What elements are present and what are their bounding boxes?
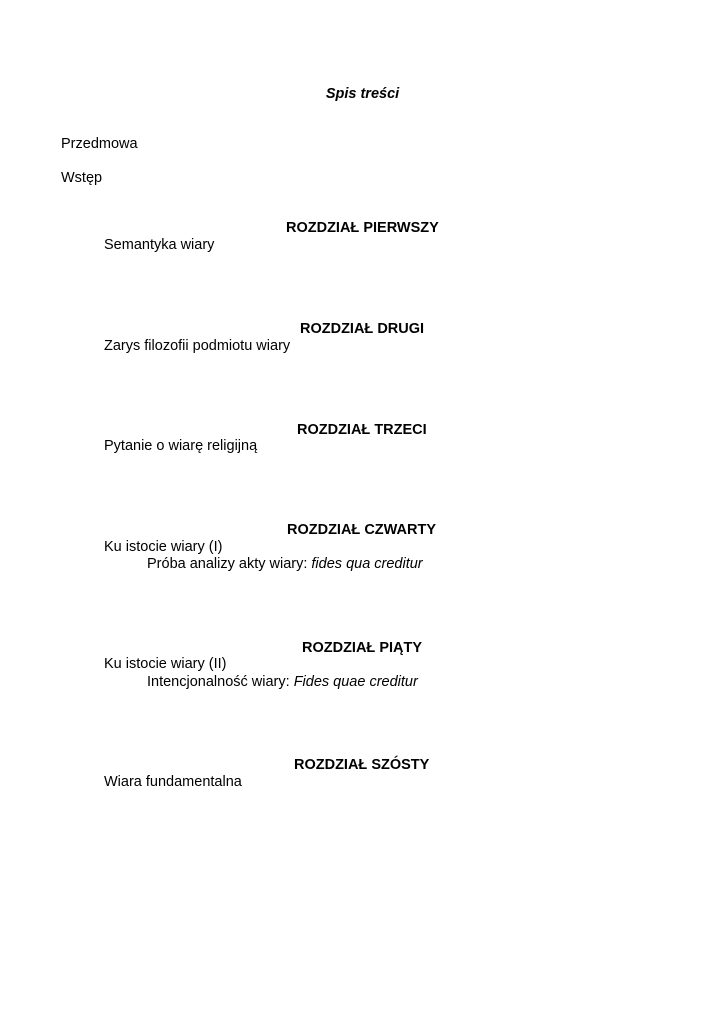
chapter-5-subtitle-text: Intencjonalność wiary: [147, 674, 294, 690]
toc-title: Spis treści [325, 86, 400, 102]
chapter-4-title: Ku istocie wiary (I) [104, 539, 223, 555]
chapter-5-title: Ku istocie wiary (II) [104, 656, 227, 672]
chapter-2-heading: ROZDZIAŁ DRUGI [300, 321, 425, 337]
chapter-4-subtitle [147, 556, 423, 573]
chapter-5-heading: ROZDZIAŁ PIĄTY [302, 640, 423, 656]
front-matter-przedmowa: Przedmowa [61, 136, 138, 152]
front-matter-wstep: Wstęp [61, 170, 103, 186]
chapter-5-subtitle [147, 674, 418, 691]
chapter-1-heading: ROZDZIAŁ PIERWSZY [286, 220, 439, 236]
chapter-4-subtitle-latin: fides qua creditur [311, 556, 423, 572]
chapter-4-heading: ROZDZIAŁ CZWARTY [287, 522, 437, 538]
chapter-6-title: Wiara fundamentalna [104, 774, 242, 790]
chapter-3-title: Pytanie o wiarę religijną [104, 438, 258, 454]
chapter-4-subtitle-text: Próba analizy akty wiary: [147, 556, 312, 572]
chapter-2-title: Zarys filozofii podmiotu wiary [104, 338, 291, 354]
chapter-1-title: Semantyka wiary [104, 237, 215, 253]
chapter-5-subtitle-latin: Fides quae creditur [293, 674, 418, 690]
chapter-6-heading: ROZDZIAŁ SZÓSTY [294, 757, 430, 773]
chapter-3-heading: ROZDZIAŁ TRZECI [297, 422, 427, 438]
